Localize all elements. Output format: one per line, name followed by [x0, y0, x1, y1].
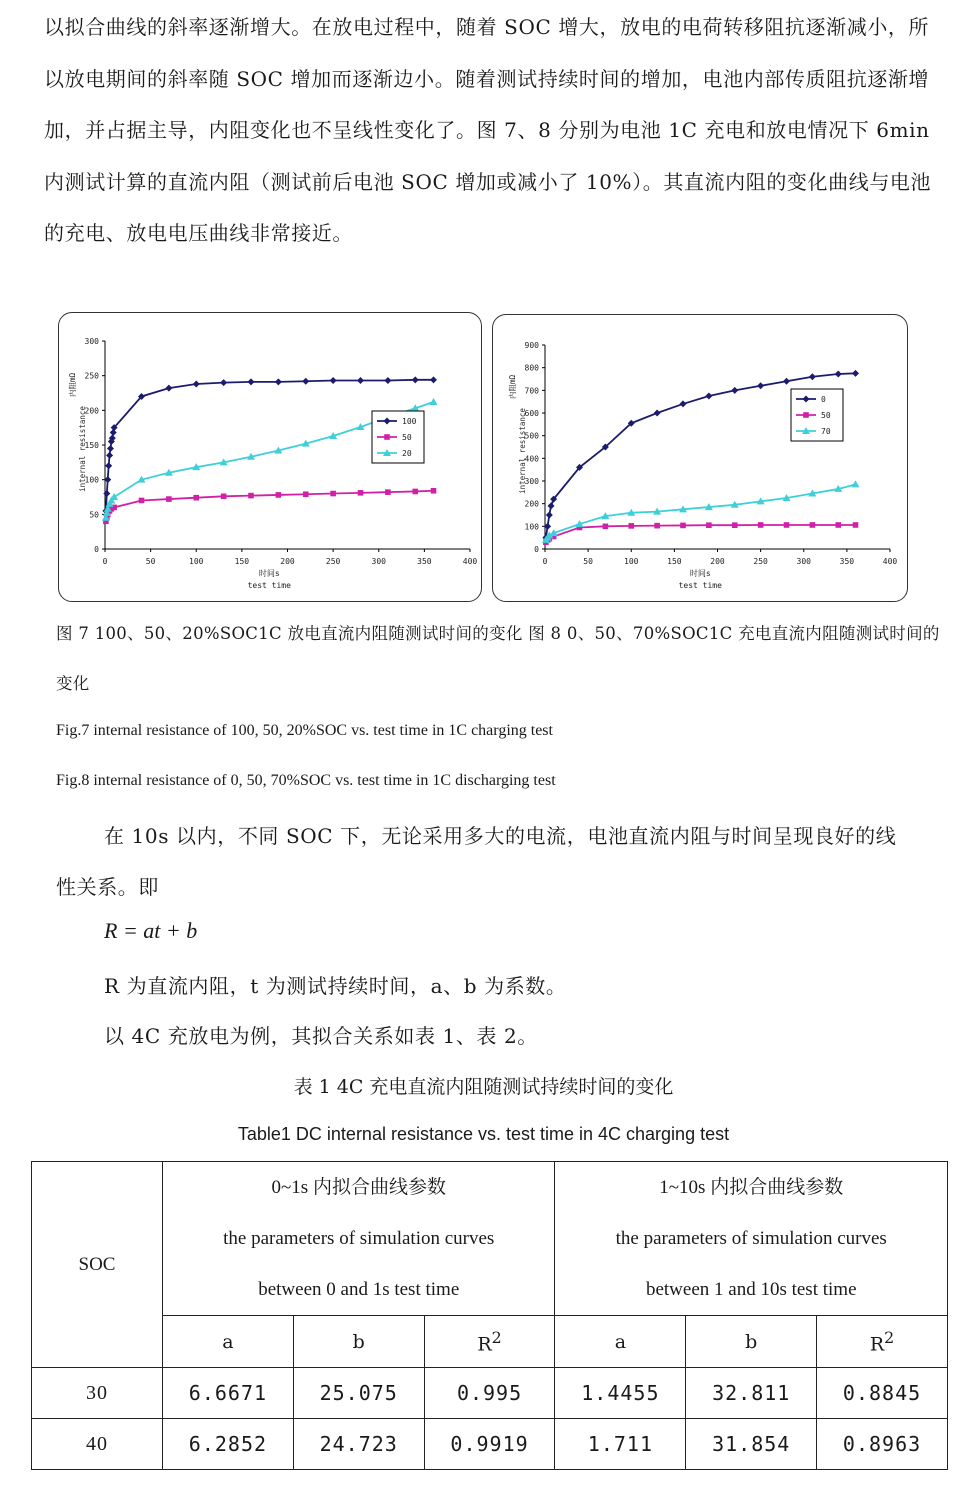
cell: 0.995 [424, 1368, 555, 1419]
cell: 32.811 [686, 1368, 817, 1419]
y-tick-label: 150 [84, 441, 99, 450]
data-point-100 [193, 380, 200, 387]
data-point-0 [835, 371, 842, 378]
sub-b-1: b [293, 1316, 424, 1368]
data-point-100 [302, 378, 309, 385]
y-tick-label: 200 [524, 499, 539, 509]
cell: 40 [32, 1419, 163, 1470]
y-axis-label-cn: 内阻mΩ [508, 374, 517, 400]
intro-paragraph: 以拟合曲线的斜率逐渐增大。在放电过程中，随着 SOC 增大，放电的电荷转移阻抗逐渐减小，所以放电期间的斜率随 SOC 增加而逐渐边小。随着测试持续时间的增加，电池内部传质阻抗逐渐增加，并占据主导，内阻变化也不呈线性变化了。图 7、8 分别为电池 1C 充电和放电情况下 6min 内测试计算的直流内阻（测试前后电池 SOC 增加或减小了 10%）。其直流内阻的变化曲线与电池的充电、放电电压曲线非常接近。 [44, 15, 932, 245]
data-point-20 [110, 493, 118, 500]
data-point-0 [705, 393, 712, 400]
data-point-0 [680, 400, 687, 407]
x-tick-label: 350 [417, 557, 432, 566]
x-tick-label: 150 [667, 557, 682, 566]
data-point-50 [810, 522, 816, 528]
data-point-50 [412, 489, 418, 495]
y-tick-label: 800 [524, 363, 539, 373]
data-point-50 [431, 488, 437, 494]
group1-line1: 0~1s 内拟合曲线参数 [271, 1177, 446, 1198]
x-tick-label: 150 [234, 557, 250, 566]
y-tick-label: 400 [524, 454, 539, 464]
x-axis-label-en: test time [247, 581, 291, 590]
data-point-100 [412, 376, 419, 383]
data-point-50 [732, 522, 738, 528]
data-point-50 [654, 523, 660, 529]
x-tick-label: 50 [145, 557, 156, 566]
y-tick-label: 300 [524, 477, 539, 486]
legend-label-100: 100 [402, 417, 417, 426]
y-tick-label: 100 [524, 522, 539, 532]
series-line-50 [106, 491, 434, 522]
data-point-100 [103, 490, 110, 497]
data-point-50 [853, 522, 859, 528]
data-point-50 [385, 489, 391, 495]
data-point-100 [275, 378, 282, 385]
sub-a-1: a [163, 1316, 294, 1368]
data-point-100 [107, 445, 114, 452]
legend-label-50: 50 [402, 433, 412, 442]
data-point-50 [166, 496, 172, 502]
subheader-row [32, 1316, 948, 1368]
figure-caption-cn: 图 7 100、50、20%SOC1C 放电直流内阻随测试时间的变化 图 8 0、50、70%SOC1C 充电直流内阻随测试时间的变化 [56, 624, 940, 693]
data-point-50 [358, 490, 364, 496]
cell: 1.4455 [555, 1368, 686, 1419]
data-point-50 [384, 434, 390, 440]
cell: 24.723 [293, 1419, 424, 1470]
data-point-0 [852, 370, 859, 377]
data-point-50 [276, 492, 282, 498]
figure-8-caption-en: Fig.8 internal resistance of 0, 50, 70%SOC vs. test time in 1C discharging test [56, 772, 556, 789]
group1-line3: between 0 and 1s test time [258, 1279, 460, 1300]
y-tick-label: 600 [524, 409, 539, 418]
x-tick-label: 350 [839, 557, 855, 566]
x-tick-label: 100 [624, 557, 639, 566]
legend-label-0: 0 [821, 395, 826, 404]
y-axis-label-en: internal resistance [78, 406, 87, 492]
table-title-en: Table1 DC internal resistance vs. test time in 4C charging test [237, 1124, 730, 1144]
data-point-0 [654, 410, 661, 417]
results-table [31, 1161, 948, 1470]
cell: 25.075 [293, 1368, 424, 1419]
data-point-50 [193, 495, 199, 501]
data-point-50 [139, 498, 145, 504]
group2-line2: the parameters of simulation curves [615, 1228, 887, 1249]
group2-line3: between 1 and 10s test time [645, 1279, 857, 1300]
y-tick-label: 250 [84, 371, 99, 381]
table-row [32, 1368, 948, 1419]
y-tick-label: 500 [524, 431, 539, 441]
figure-7-caption-en: Fig.7 internal resistance of 100, 50, 20%SOC vs. test time in 1C charging test [56, 722, 553, 739]
cell: 6.6671 [163, 1368, 294, 1419]
group-header-0-1s [163, 1162, 555, 1316]
soc-header [32, 1162, 163, 1368]
sub-r2-2: $R^2$ [817, 1316, 948, 1368]
data-point-50 [706, 522, 712, 528]
x-tick-label: 250 [753, 557, 768, 566]
data-point-50 [784, 522, 790, 528]
y-axis-label-cn: 内阻mΩ [68, 372, 77, 398]
figure-8-frame [492, 314, 908, 602]
data-point-100 [106, 452, 113, 459]
y-tick-label: 100 [84, 475, 99, 485]
data-point-100 [165, 385, 172, 392]
data-point-100 [220, 379, 227, 386]
paragraph-2-line-2: 性关系。即 [56, 875, 159, 899]
cell: 0.8845 [817, 1368, 948, 1419]
formula: R = at + b [104, 918, 198, 943]
figure-8-chart [493, 315, 907, 601]
sub-r2-1: $R^2$ [424, 1316, 555, 1368]
cell: 6.2852 [163, 1419, 294, 1470]
y-tick-label: 50 [89, 510, 99, 520]
x-tick-label: 300 [371, 557, 386, 566]
group-header-1-10s [555, 1162, 948, 1316]
y-tick-label: 700 [524, 386, 539, 396]
x-axis-label-cn: 时间s [258, 569, 280, 578]
cell: 30 [32, 1368, 163, 1419]
x-tick-label: 100 [189, 557, 204, 566]
formula-note: R 为直流内阻，t 为测试持续时间，a、b 为系数。 [104, 974, 567, 998]
data-point-50 [835, 522, 841, 528]
cell: 31.854 [686, 1419, 817, 1470]
x-tick-label: 300 [796, 557, 811, 566]
data-point-100 [105, 462, 112, 469]
data-point-100 [248, 378, 255, 385]
sub-b-2: b [686, 1316, 817, 1368]
legend-label-50: 50 [821, 411, 831, 420]
legend-label-70: 70 [821, 427, 831, 436]
x-tick-label: 400 [462, 557, 478, 566]
table-title-cn: 表 1 4C 充电直流内阻随测试持续时间的变化 [293, 1076, 674, 1098]
x-tick-label: 400 [882, 557, 898, 566]
cell: 1.711 [555, 1419, 686, 1470]
data-point-0 [809, 373, 816, 380]
x-tick-label: 0 [542, 557, 548, 566]
data-point-50 [330, 491, 336, 497]
x-axis-label-cn: 时间s [689, 569, 711, 578]
y-tick-label: 900 [524, 341, 539, 350]
data-point-100 [430, 376, 437, 383]
x-tick-label: 250 [325, 557, 341, 566]
data-point-0 [548, 502, 555, 509]
data-point-0 [757, 382, 764, 389]
legend-label-20: 20 [402, 449, 412, 458]
data-point-0 [783, 378, 790, 385]
x-tick-label: 200 [710, 557, 725, 566]
group1-line2: the parameters of simulation curves [223, 1228, 495, 1249]
y-axis-label-en: internal resistance [518, 408, 527, 494]
data-point-0 [731, 387, 738, 394]
data-point-20 [430, 398, 438, 405]
y-tick-label: 300 [84, 337, 99, 346]
data-point-100 [384, 377, 391, 384]
series-line-70 [546, 484, 856, 540]
paragraph-2-line-1: 在 10s 以内，不同 SOC 下，无论采用多大的电流，电池直流内阻与时间呈现良好的线 [104, 824, 897, 848]
y-tick-label: 0 [534, 545, 539, 554]
soc-header-label: SOC [78, 1254, 116, 1275]
data-point-50 [221, 494, 227, 500]
data-point-0 [546, 512, 553, 519]
cell: 0.8963 [817, 1419, 948, 1470]
data-point-50 [758, 522, 764, 528]
y-tick-label: 200 [84, 406, 99, 416]
table-row [32, 1419, 948, 1470]
data-point-50 [248, 493, 254, 499]
data-point-50 [680, 523, 686, 529]
figure-7-frame [58, 312, 482, 602]
data-point-70 [852, 480, 860, 487]
x-tick-label: 50 [583, 557, 593, 566]
x-tick-label: 200 [280, 557, 295, 566]
x-axis-label-en: test time [678, 581, 722, 590]
data-point-50 [628, 523, 634, 529]
sub-a-2: a [555, 1316, 686, 1368]
data-point-50 [803, 412, 809, 418]
series-line-50 [546, 525, 856, 542]
data-point-50 [603, 524, 609, 530]
figure-7-chart [59, 313, 481, 601]
data-point-100 [357, 377, 364, 384]
data-point-50 [303, 491, 309, 497]
group2-line1: 1~10s 内拟合曲线参数 [659, 1177, 844, 1198]
data-point-100 [330, 377, 337, 384]
y-tick-label: 0 [94, 545, 99, 554]
cell: 0.9919 [424, 1419, 555, 1470]
x-tick-label: 0 [102, 557, 108, 566]
example-line: 以 4C 充放电为例，其拟合关系如表 1、表 2。 [104, 1024, 538, 1048]
